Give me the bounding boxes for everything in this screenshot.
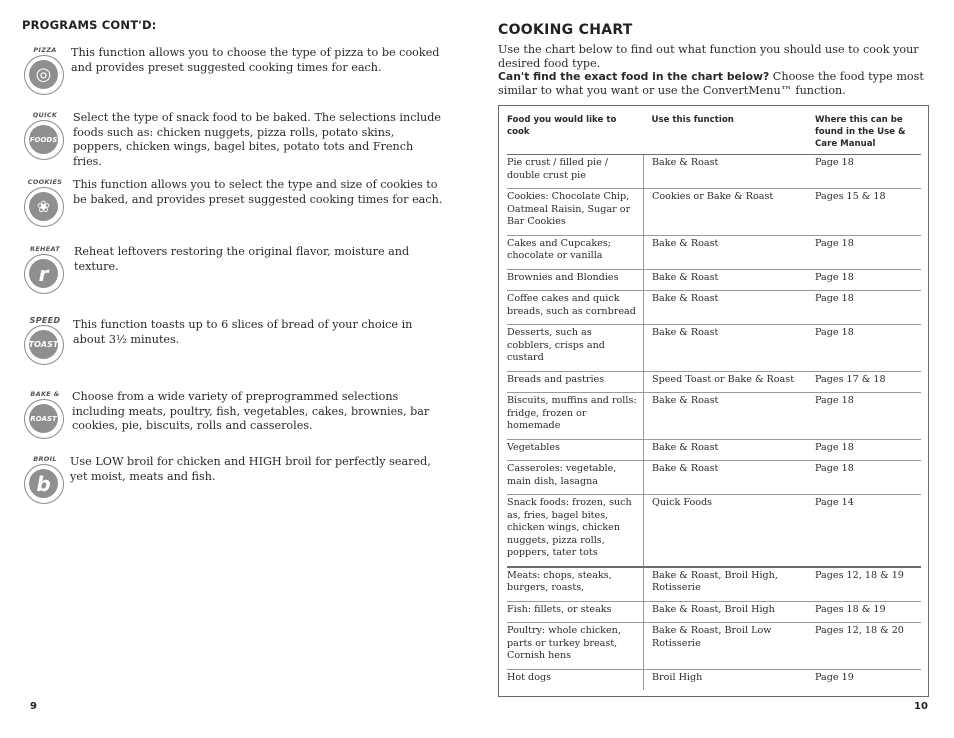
cell-food: Brownies and Blondies [507,269,644,291]
roast-icon: ROAST [24,399,64,439]
table-row [507,495,921,567]
cell-food: Cakes and Cupcakes; chocolate or vanilla [507,235,644,269]
table-header-row [507,112,921,155]
program-label: PIZZA [33,46,57,54]
cell-function: Bake & Roast [644,155,808,189]
program-label: COOKIES [27,178,63,186]
program-description: This function allows you to select the type and size of cookies to be baked, and provides preset suggested cooking times for each. [73,178,443,206]
cell-function: Bake & Roast [644,269,808,291]
toast-icon: TOAST [24,325,64,365]
cell-location: Page 18 [807,291,921,325]
program-description: Choose from a wide variety of preprogrammed selections including meats, poultry, fish, vegetables, cakes, brownies, bar cookies, pie, biscuits, rolls and casseroles. [72,390,430,433]
pizza-icon: ◎ [24,55,64,95]
program-description: Use LOW broil for chicken and HIGH broil for perfectly seared, yet moist, meats and fish. [70,455,431,483]
chart-title: COOKING CHART [498,22,633,38]
cell-location: Pages 12, 18 & 19 [807,567,921,602]
table-row [507,189,921,236]
right-page [484,0,954,738]
table-row [507,325,921,372]
cell-function: Bake & Roast [644,439,808,461]
reheat-icon: r [24,254,64,294]
header-food: Food you would like to cook [507,112,644,155]
cell-location: Page 18 [807,269,921,291]
cell-location: Page 18 [807,235,921,269]
cell-function: Bake & Roast [644,291,808,325]
table-row [507,155,921,189]
cell-food: Desserts, such as cobblers, crisps and custard [507,325,644,372]
cell-food: Vegetables [507,439,644,461]
cell-function: Bake & Roast [644,461,808,495]
cell-location: Pages 15 & 18 [807,189,921,236]
table-row [507,567,921,602]
cell-function: Cookies or Bake & Roast [644,189,808,236]
table-row [507,669,921,690]
cell-location: Page 14 [807,495,921,567]
cell-location: Page 18 [807,393,921,440]
page-number-right: 10 [914,701,928,712]
program-label: BROIL [33,455,57,463]
cell-location: Pages 18 & 19 [807,601,921,623]
cell-food: Cookies: Chocolate Chip, Oatmeal Raisin, Sugar or Bar Cookies [507,189,644,236]
cell-food: Coffee cakes and quick breads, such as cornbread [507,291,644,325]
cell-function: Speed Toast or Bake & Roast [644,371,808,393]
cell-food: Meats: chops, steaks, burgers, roasts, [507,567,644,602]
cell-food: Snack foods: frozen, such as, fries, bagel bites, chicken wings, chicken nuggets, pizza rolls, poppers, tater tots [507,495,644,567]
program-label: SPEED [29,316,61,325]
program-description: Reheat leftovers restoring the original flavor, moisture and texture. [74,245,410,273]
cooking-table [507,112,921,690]
table-row [507,371,921,393]
cell-location: Page 19 [815,671,854,683]
cell-location: Page 18 [807,325,921,372]
page-number-left: 9 [30,701,37,712]
cell-function: Broil High [652,671,703,683]
cooking-chart [498,105,929,697]
header-location: Where this can be found in the Use & Care Manual [807,112,921,155]
cell-food: Fish: fillets, or steaks [507,601,644,623]
table-row [507,461,921,495]
foods-icon: FOODS [24,120,64,160]
cell-function: Bake & Roast [644,235,808,269]
cell-function: Bake & Roast [644,393,808,440]
program-description: This function allows you to choose the type of pizza to be cooked and provides preset suggested cooking times for each. [71,46,440,74]
program-label: REHEAT [30,245,60,253]
table-row [507,623,921,670]
chart-intro [498,43,938,97]
program-label: BAKE & [30,390,60,398]
cell-function: Bake & Roast [644,325,808,372]
header-function: Use this function [644,112,808,155]
intro-rest: Choose the food type most similar to what you want or use the ConvertMenu™ function. [498,70,924,97]
table-row [507,291,921,325]
table-row [507,601,921,623]
cell-function: Bake & Roast, Broil Low Rotisserie [644,623,808,670]
table-row [507,393,921,440]
broil-icon: b [24,464,64,504]
cell-food: Poultry: whole chicken, parts or turkey breast, Cornish hens [507,623,644,670]
program-label: QUICK [32,111,58,119]
cell-location: Page 18 [807,439,921,461]
cell-food: Hot dogs [507,669,644,690]
intro-bold: Can't find the exact food in the chart below? [498,70,770,84]
cell-function: Quick Foods [644,495,808,567]
cell-food: Breads and pastries [507,371,644,393]
cell-function: Bake & Roast, Broil High [644,601,808,623]
intro-text: Use the chart below to find out what function you should use to cook your desired food type. [498,43,919,70]
program-description: This function toasts up to 6 slices of bread of your choice in about 3½ minutes. [73,318,413,346]
cell-location: Page 18 [807,461,921,495]
left-page [0,0,470,738]
table-row [507,235,921,269]
cell-food: Pie crust / filled pie / double crust pie [507,155,644,189]
cell-location: Pages 17 & 18 [807,371,921,393]
cell-location: Page 18 [807,155,921,189]
cell-function: Bake & Roast, Broil High, Rotisserie [644,567,808,602]
table-row [507,439,921,461]
program-description: Select the type of snack food to be baked. The selections include foods such as: chicken nuggets, pizza rolls, potato skins, poppers, chicken wings, bagel bites, potato tots and French fries. [73,111,442,168]
programs-heading: PROGRAMS CONT'D: [22,18,157,32]
cell-food: Casseroles: vegetable, main dish, lasagna [507,461,644,495]
cookies-icon: ❀ [24,187,64,227]
cell-food: Biscuits, muffins and rolls: fridge, frozen or homemade [507,393,644,440]
cell-location: Pages 12, 18 & 20 [807,623,921,670]
table-row [507,269,921,291]
